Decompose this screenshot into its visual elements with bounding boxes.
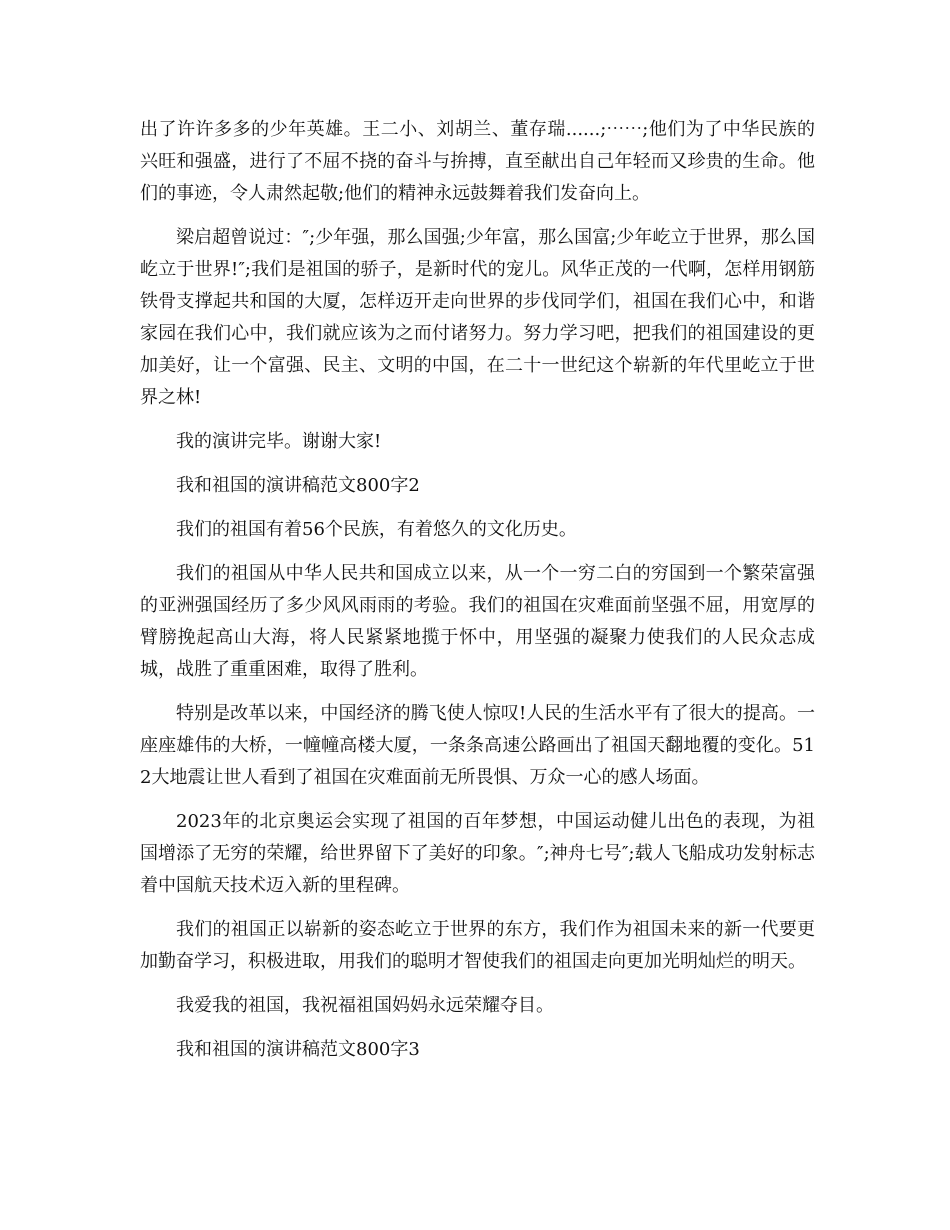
paragraph-founding: 我们的祖国从中华人民共和国成立以来，从一个一穷二白的穷国到一个繁荣富强的亚洲强国经历了多少风风雨雨的考验。我们的祖国在灾难面前坚强不屈，用宽厚的臂膀挽起高山大海，将人民紧紧地揽于怀中，用坚强的凝聚力使我们的人民众志成城，战胜了重重困难，取得了胜利。 bbox=[140, 563, 815, 680]
paragraph-closing: 我的演讲完毕。谢谢大家! bbox=[176, 431, 382, 452]
paragraph-liang-qichao-quote: 梁启超曾说过：″;少年强，那么国强;少年富，那么国富;少年屹立于世界，那么国屹立于世界!″;我们是祖国的骄子，是新时代的宠儿。风华正茂的一代啊，怎样用钢筋铁骨支撑起共和国的大厦，怎样迈开走向世界的步伐同学们，祖国在我们心中，和谐家园在我们心中，我们就应该为之而付诸努力。努力学习吧，把我们的祖国建设的更加美好，让一个富强、民主、文明的中国，在二十一世纪这个崭新的年代里屹立于世界之林! bbox=[140, 227, 815, 408]
paragraph-ethnic-groups: 我们的祖国有着56个民族，有着悠久的文化历史。 bbox=[176, 519, 577, 540]
section-heading-2: 我和祖国的演讲稿范文800字2 bbox=[176, 475, 420, 496]
section-heading-3: 我和祖国的演讲稿范文800字3 bbox=[176, 1039, 420, 1060]
paragraph-new-generation: 我们的祖国正以崭新的姿态屹立于世界的东方，我们作为祖国未来的新一代要更加勤奋学习，积极进取，用我们的聪明才智使我们的祖国走向更加光明灿烂的明天。 bbox=[140, 919, 815, 972]
paragraph-reform: 特别是改革以来，中国经济的腾飞使人惊叹!人民的生活水平有了很大的提高。一座座雄伟的大桥，一幢幢高楼大厦，一条条高速公路画出了祖国天翻地覆的变化。512大地震让世人看到了祖国在灾难面前无所畏惧、万众一心的感人场面。 bbox=[140, 703, 815, 788]
paragraph-blessing: 我爱我的祖国，我祝福祖国妈妈永远荣耀夺目。 bbox=[176, 995, 554, 1016]
paragraph-continued: 出了许许多多的少年英雄。王二小、刘胡兰、董存瑞......;⋯⋯;他们为了中华民族的兴旺和强盛，进行了不屈不挠的奋斗与拚搏，直至献出自己年轻而又珍贵的生命。他们的事迹，令人肃然起敬;他们的精神永远鼓舞着我们发奋向上。 bbox=[140, 119, 815, 204]
paragraph-olympics: 2023年的北京奥运会实现了祖国的百年梦想，中国运动健儿出色的表现，为祖国增添了无穷的荣耀，给世界留下了美好的印象。″;神舟七号″;载人飞船成功发射标志着中国航天技术迈入新的里程碑。 bbox=[140, 811, 815, 896]
